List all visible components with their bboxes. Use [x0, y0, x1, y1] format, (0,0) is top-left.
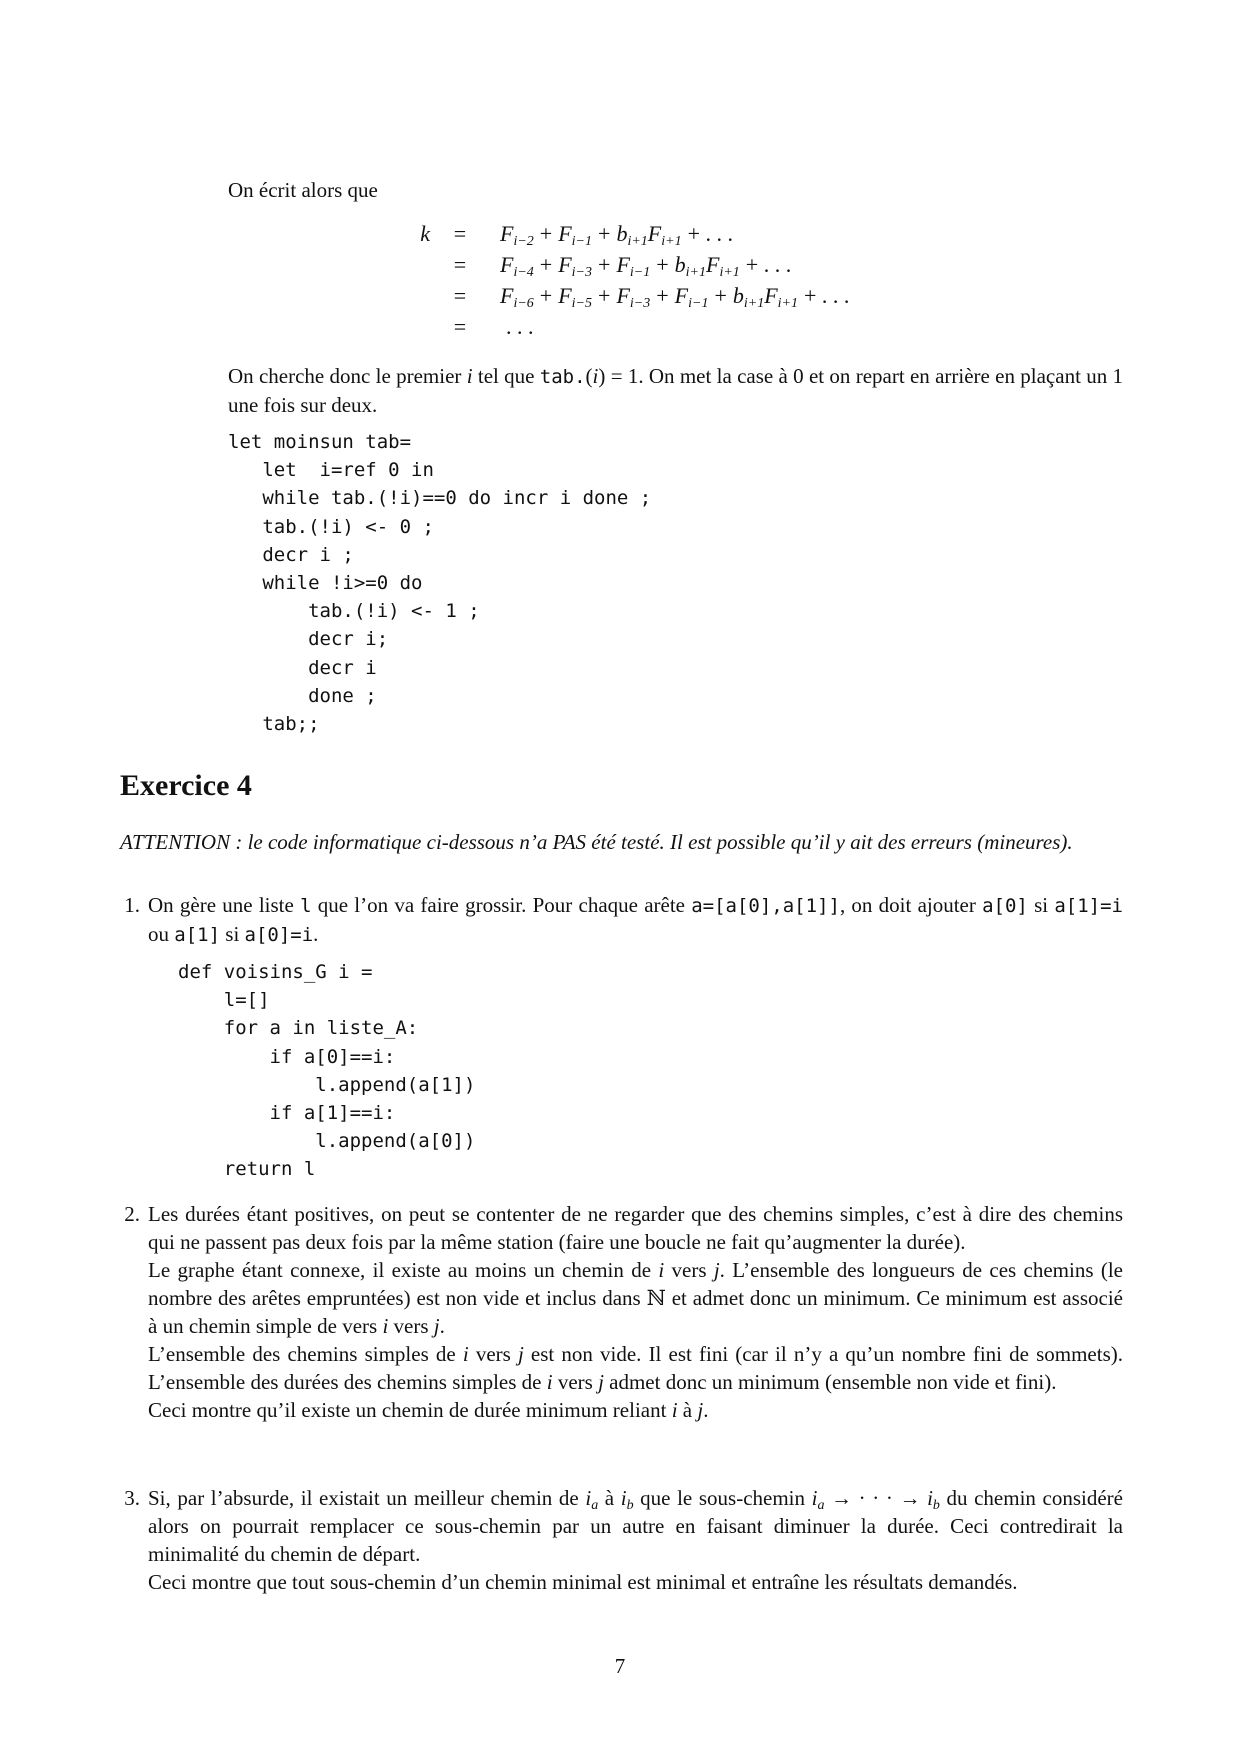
item-3-paragraph-1: Si, par l’absurde, il existait un meilleur chemin de $i_a$ à $i_b$ que le sous-chemin $i_a$ → · · · → $i_b$ du chemin considéré alors on pourrait remplacer ce sous-chemin par un autre en faisant diminuer la durée. Ceci contredirait la minimalité du chemin de départ.	[148, 1486, 1123, 1566]
list-item-3	[124, 1484, 1123, 1596]
equation-rhs: $F_{i-6} + F_{i-5} + F_{i-3} + F_{i-1} + b_{i+1}F_{i+1}$ + . . .	[500, 283, 850, 311]
equation-rhs: $F_{i-4} + F_{i-3} + F_{i-1} + b_{i+1}F_{i+1}$ + . . .	[500, 252, 792, 280]
equation-row	[400, 220, 1020, 254]
item-2-paragraph-1: Les durées étant positives, on peut se contenter de ne regarder que des chemins simples, c’est à dire des chemins qui ne passent pas deux fois par la même station (faire une boucle ne fait qu’augmenter la durée).	[148, 1202, 1123, 1254]
equation-operator: =	[453, 221, 467, 246]
code-block-moinsun: let moinsun tab= let i=ref 0 in while tab.(!i)==0 do incr i done ; tab.(!i) <- 0 ; decr i ; while !i>=0 do tab.(!i) <- 1 ; decr i; decr i done ; tab;;	[228, 431, 652, 736]
list-item-number: 1.	[124, 893, 140, 917]
equation-row	[400, 282, 1020, 316]
exercise-title: Exercice 4	[120, 769, 252, 802]
list-item-2	[124, 1200, 1123, 1424]
item-3-paragraph-2: Ceci montre que tout sous-chemin d’un chemin minimal est minimal et entraîne les résultats demandés.	[148, 1570, 1018, 1594]
equation-rhs: . . .	[506, 314, 534, 339]
intro-text: On écrit alors que	[228, 178, 378, 202]
equation-rhs: $F_{i-2} + F_{i-1} + b_{i+1}F_{i+1}$ + . . .	[500, 221, 733, 249]
equation-operator: =	[453, 314, 467, 339]
item-2-paragraph-2: Le graphe étant connexe, il existe au moins un chemin de i vers j. L’ensemble des longueurs de ces chemins (le nombre des arêtes empruntées) est non vide et inclus dans ℕ et admet donc un minimum. Ce minimum est associé à un chemin simple de vers i vers j.	[148, 1258, 1123, 1338]
equation-row	[400, 251, 1020, 285]
item-2-paragraph-3: L’ensemble des chemins simples de i vers j est non vide. Il est fini (car il n’y a qu’un nombre fini de sommets). L’ensemble des durées des chemins simples de i vers j admet donc un minimum (ensemble non vide et fini).	[148, 1342, 1123, 1394]
equation-row	[400, 313, 1020, 347]
equation-operator: =	[453, 252, 467, 277]
equation-lhs: k	[420, 221, 430, 246]
item-1-text: On gère une liste l que l’on va faire grossir. Pour chaque arête a=[a[0],a[1]], on doit ajouter a[0] si a[1]=i ou a[1] si a[0]=i.	[148, 893, 1123, 946]
equation-block	[400, 220, 1020, 350]
page-number: 7	[614, 1654, 626, 1678]
code-block-voisins: def voisins_G i = l=[] for a in liste_A: if a[0]==i: l.append(a[1]) if a[1]==i: l.append(a[0]) return l	[178, 961, 476, 1181]
list-item-number: 3.	[124, 1486, 140, 1510]
search-paragraph: On cherche donc le premier i tel que tab.(i) = 1. On met la case à 0 et on repart en arrière en plaçant un 1 une fois sur deux.	[228, 364, 1124, 417]
item-2-paragraph-4: Ceci montre qu’il existe un chemin de durée minimum reliant i à j.	[148, 1398, 709, 1422]
equation-operator: =	[453, 283, 467, 308]
list-item-number: 2.	[124, 1202, 140, 1226]
list-item-1	[124, 891, 1123, 949]
warning-text: ATTENTION : le code informatique ci-dessous n’a PAS été testé. Il est possible qu’il y ait des erreurs (mineures).	[120, 830, 1073, 854]
